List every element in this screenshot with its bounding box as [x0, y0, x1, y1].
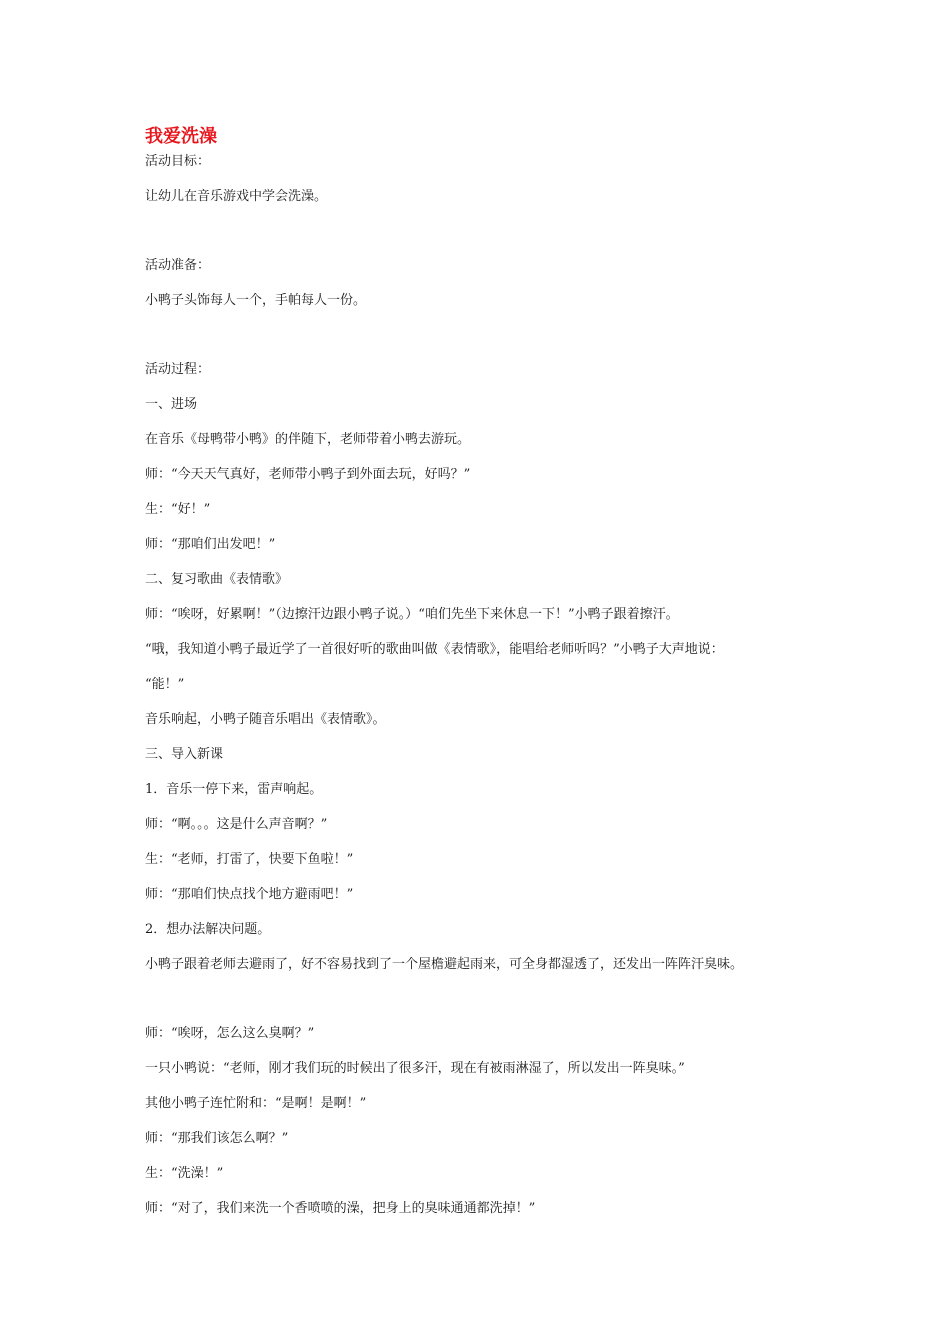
subsection-heading: 一、进场 — [145, 397, 198, 412]
paragraph: 让幼儿在音乐游戏中学会洗澡。 — [145, 189, 328, 204]
dialogue-line: “能！” — [145, 677, 185, 692]
dialogue-line: 生：“洗澡！” — [145, 1166, 224, 1181]
dialogue-line: 师：“唉呀，好累啊！”（边擦汗边跟小鸭子说。）“咱们先坐下来休息一下！”小鸭子跟着擦汗。 — [145, 607, 679, 622]
dialogue-line: 其他小鸭子连忙附和：“是啊！是啊！” — [145, 1096, 367, 1111]
numbered-item: 2．想办法解决问题。 — [145, 922, 271, 937]
paragraph: 在音乐《母鸭带小鸭》的伴随下，老师带着小鸭去游玩。 — [145, 432, 471, 447]
document-page — [145, 125, 825, 1218]
dialogue-line: 师：“对了，我们来洗一个香喷喷的澡，把身上的臭味通通都洗掉！” — [145, 1201, 536, 1216]
section-heading-goal: 活动目标： — [145, 154, 211, 169]
paragraph: 音乐响起，小鸭子随音乐唱出《表情歌》。 — [145, 712, 386, 727]
numbered-item: 1．音乐一停下来，雷声响起。 — [145, 782, 323, 797]
section-heading-process: 活动过程： — [145, 362, 211, 377]
section-heading-preparation: 活动准备： — [145, 258, 211, 273]
dialogue-line: 师：“那咱们快点找个地方避雨吧！” — [145, 887, 354, 902]
dialogue-line: 师：“唉呀，怎么这么臭啊？” — [145, 1026, 315, 1041]
paragraph: 小鸭子头饰每人一个，手帕每人一份。 — [145, 293, 367, 308]
dialogue-line: 师：“那我们该怎么啊？” — [145, 1131, 289, 1146]
dialogue-line: 生：“好！” — [145, 502, 211, 517]
dialogue-line: 师：“那咱们出发吧！” — [145, 537, 276, 552]
dialogue-line: 生：“老师，打雷了，快要下鱼啦！” — [145, 852, 354, 867]
dialogue-line: 师：“今天天气真好，老师带小鸭子到外面去玩，好吗？” — [145, 467, 471, 482]
dialogue-line: 师：“啊。。。这是什么声音啊？” — [145, 817, 328, 832]
paragraph: 小鸭子跟着老师去避雨了，好不容易找到了一个屋檐避起雨来，可全身都湿透了，还发出一阵阵汗臭味。 — [145, 957, 744, 972]
subsection-heading: 三、导入新课 — [145, 747, 224, 762]
subsection-heading: 二、复习歌曲《表情歌》 — [145, 572, 289, 587]
document-title: 我爱洗澡 — [145, 126, 217, 147]
dialogue-line: 一只小鸭说：“老师，刚才我们玩的时候出了很多汗，现在有被雨淋湿了，所以发出一阵臭味。” — [145, 1061, 685, 1076]
dialogue-line: “哦，我知道小鸭子最近学了一首很好听的歌曲叫做《表情歌》，能唱给老师听吗？”小鸭子大声地说： — [145, 642, 724, 657]
